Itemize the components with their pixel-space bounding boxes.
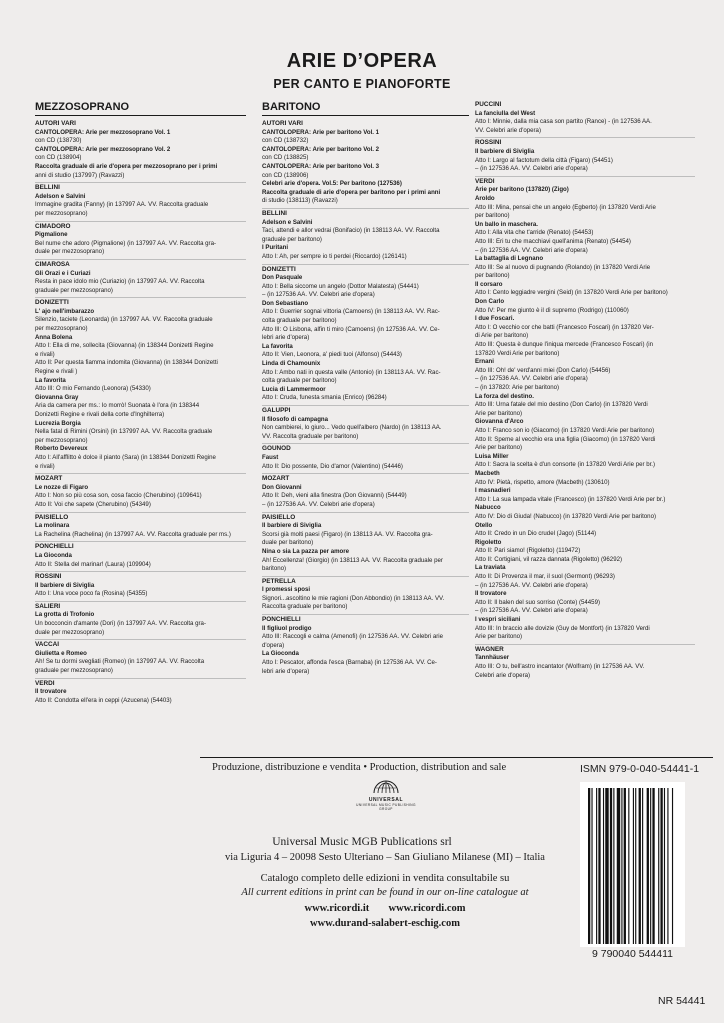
- aria-entry: VV. Raccolta graduale per baritono): [262, 432, 359, 440]
- aria-entry: – (in 127536 AA. VV. Celebri arie d'opera): [262, 291, 375, 299]
- opera-title: Pigmalione: [35, 231, 68, 239]
- aria-entry: Immagine gradita (Fanny) (in 137997 AA. VV. Raccolta graduale: [35, 201, 209, 209]
- composer-name: PETRELLA: [262, 577, 296, 585]
- production-note: Produzione, distribuzione e vendita • Production, distribution and sale: [212, 762, 507, 773]
- composer-section: [35, 572, 246, 602]
- composer-name: PAISIELLO: [262, 513, 296, 521]
- aria-entry: Atto II: Di Provenza il mar, il suol (Germont) (96293): [475, 573, 615, 581]
- opera-title: Adelson e Salvini: [262, 218, 313, 226]
- barcode-bar: [591, 788, 592, 944]
- opera-title: Il barbiere di Siviglia: [475, 147, 535, 155]
- aria-entry: Atto II: Stella del marinar! (Laura) (109904): [35, 560, 151, 568]
- aria-entry: Atto II: Pari siamo! (Rigoletto) (119472): [475, 547, 581, 555]
- opera-title: I vespri siciliani: [475, 616, 521, 624]
- opera-title: I promessi sposi: [262, 586, 311, 594]
- opera-title: Ernani: [475, 358, 494, 366]
- aria-entry: Atto II: Per questa fiamma indomita (Giovanna) (in 138344 Donizetti: [35, 359, 218, 367]
- aria-entry: Atto I: Ella di me, sollecita (Giovanna) (in 138344 Donizetti Regine: [35, 342, 214, 350]
- opera-title: Adelson e Salvini: [35, 192, 86, 200]
- barcode-bar: [598, 788, 600, 944]
- barcode-bar: [652, 788, 654, 944]
- aria-entry: Atto I: Ah, per sempre io ti perdei (Riccardo) (126141): [262, 252, 407, 260]
- opera-title: La Gioconda: [35, 551, 72, 559]
- opera-title: Il filosofo di campagna: [262, 415, 329, 423]
- aria-entry: Raccolta graduale per baritono): [262, 603, 348, 611]
- aria-entry: – (in 127536 AA. VV. Celebri arie d'opera): [475, 607, 588, 615]
- aria-entry: Atto I: Bella siccome un angelo (Dottor Malatesta) (54441): [262, 282, 419, 290]
- barcode-bar: [603, 788, 604, 944]
- composer-section: [262, 406, 469, 444]
- composer-name: VACCAI: [35, 641, 60, 649]
- aria-entry: duale per mezzosoprano): [35, 628, 105, 636]
- composer-section: [35, 222, 246, 260]
- page-subtitle: PER CANTO E PIANOFORTE: [273, 77, 451, 91]
- aria-entry: graduale per mezzosoprano): [35, 667, 113, 675]
- aria-entry: – (in 137820: Arie per baritono): [475, 384, 560, 391]
- aria-entry: VV. Celebri arie d'opera): [475, 126, 541, 134]
- composer-section: [262, 474, 469, 512]
- opera-title: Giovanna Gray: [35, 393, 79, 401]
- aria-entry: Atto III: Mina, pensai che un angelo (Egberto) (in 137820 Verdi Arie: [475, 203, 656, 211]
- aria-entry: per mezzosoprano): [35, 325, 88, 333]
- opera-title: CANTOLOPERA: Arie per baritono Vol. 2: [262, 145, 380, 153]
- aria-entry: – (in 127536 AA. VV. Celebri arie d'opera): [475, 246, 588, 254]
- aria-entry: Ah! Se tu dormi svegliati (Romeo) (in 137997 AA. VV. Raccolta: [35, 658, 205, 666]
- composer-name: GALUPPI: [262, 407, 291, 414]
- composer-name: PONCHIELLI: [262, 616, 301, 624]
- logo-tagline: UNIVERSAL MUSIC PUBLISHING GROUP: [356, 803, 416, 811]
- barcode-number: 9 790040 544411: [592, 948, 673, 960]
- barcode-bar: [650, 788, 651, 944]
- composer-section: [35, 513, 246, 543]
- ismn-code: ISMN 979-0-040-54441-1: [580, 763, 700, 775]
- barcode-bar: [667, 788, 668, 944]
- composer-section: [475, 138, 695, 176]
- footer-divider: [200, 757, 713, 758]
- aria-entry: Atto III: Urna fatale del mio destino (Don Carlo) (in 137820 Verdi: [475, 401, 648, 409]
- aria-entry: baritono): [262, 565, 287, 573]
- opera-title: Faust: [262, 453, 279, 461]
- aria-entry: graduale per baritono): [262, 235, 322, 243]
- opera-title: Nina o sia La pazza per amore: [262, 547, 350, 555]
- opera-title: L' ajo nell'imbarazzo: [35, 307, 95, 315]
- aria-entry: per baritono): [475, 212, 510, 220]
- opera-title: Macbeth: [475, 469, 500, 477]
- opera-title: Don Sebastiano: [262, 299, 309, 307]
- opera-title: Lucia di Lammermoor: [262, 385, 326, 393]
- opera-title: Giulietta e Romeo: [35, 649, 87, 657]
- opera-title: Il trovatore: [475, 590, 507, 598]
- opera-title: Don Carlo: [475, 298, 505, 306]
- opera-title: Anna Bolena: [35, 333, 73, 341]
- opera-title: Il corsaro: [475, 280, 503, 288]
- aria-entry: Ah! Eccellenza! (Giorgio) (in 138113 AA. VV. Raccolta graduale per: [262, 556, 443, 564]
- aria-entry: d'opera): [262, 641, 285, 649]
- composer-section: [262, 513, 469, 577]
- composer-name: DONIZETTI: [35, 299, 69, 307]
- opera-title: La Gioconda: [262, 650, 299, 658]
- aria-entry: con CD (138904): [35, 154, 82, 162]
- link-ricordi-it[interactable]: www.ricordi.it: [304, 903, 370, 914]
- aria-entry: – (in 127536 AA. VV. Celebri arie d'opera): [475, 375, 588, 383]
- barcode-bar: [635, 788, 636, 944]
- aria-entry: Silenzio, taciete (Leonarda) (in 137997 AA. VV. Raccolta graduale: [35, 316, 213, 324]
- aria-entry: e rivali): [35, 350, 55, 358]
- aria-entry: Taci, attendi e allor vedrai (Bonifacio) (in 138113 AA. VV. Raccolta: [262, 227, 440, 235]
- logo-wordmark: UNIVERSAL: [368, 797, 404, 803]
- aria-entry: lebri arie d'opera): [262, 334, 310, 342]
- opera-title: La grotta di Trofonio: [35, 611, 95, 619]
- composer-name: VERDI: [475, 177, 495, 185]
- opera-title: La fanciulla del West: [475, 109, 536, 117]
- aria-entry: per mezzosoprano): [35, 209, 88, 217]
- aria-entry: Arie per baritono): [475, 633, 523, 641]
- barcode-bar: [613, 788, 614, 944]
- composer-name: SALIERI: [35, 602, 61, 610]
- aria-entry: Atto III: Se al nuovo di pugnando (Rolando) (in 137820 Verdi Arie: [475, 263, 651, 271]
- aria-entry: Atto III: Oh! de' verd'anni miei (Don Carlo) (54456): [475, 366, 611, 374]
- composer-name: PUCCINI: [475, 101, 502, 108]
- aria-entry: Scorsi già molti paesi (Figaro) (in 138113 AA. VV. Raccolta gra-: [262, 530, 433, 538]
- aria-entry: Atto III: O mio Fernando (Leonora) (54330): [35, 385, 151, 393]
- aria-entry: con CD (138730): [35, 137, 82, 145]
- barcode-bar: [658, 788, 659, 944]
- opera-title: Roberto Devereux: [35, 445, 88, 453]
- opera-title: La favorita: [35, 376, 66, 384]
- opera-title: Tannhäuser: [475, 654, 510, 662]
- composer-name: CIMAROSA: [35, 260, 70, 268]
- opera-title: La favorita: [262, 342, 293, 350]
- barcode-bar: [639, 788, 641, 944]
- aria-entry: Atto I: Guerrier sognai vittoria (Camoens) (in 138113 AA. VV. Rac-: [262, 308, 440, 316]
- aria-entry: Arie per baritono): [475, 409, 523, 417]
- opera-title: Don Pasquale: [262, 274, 303, 282]
- aria-entry: con CD (138825): [262, 154, 309, 162]
- composer-name: ROSSINI: [475, 139, 502, 147]
- aria-entry: Atto I: Non so più cosa son, cosa faccio (Cherubino) (109641): [35, 492, 202, 500]
- aria-entry: Atto I: Sacra la scelta è d'un consorte (in 137820 Verdi Arie per br.): [475, 461, 656, 469]
- composer-section: [35, 298, 246, 474]
- barcode: [580, 782, 685, 947]
- aria-entry: Atto I: La sua lampada vitale (Francesco) (in 137820 Verdi Arie per br.): [475, 495, 666, 503]
- aria-entry: Non cambierei, lo giuro... Vedo quell'albero (Nardo) (in 138113 AA.: [262, 424, 442, 432]
- opera-title: CANTOLOPERA: Arie per baritono Vol. 3: [262, 162, 380, 170]
- composer-name: PAISIELLO: [35, 513, 69, 521]
- aria-entry: Atto II: Deh, vieni alla finestra (Don Giovanni) (54449): [262, 492, 407, 500]
- opera-title: Il barbiere di Siviglia: [262, 522, 322, 530]
- aria-entry: Atto IV: Per me giunto è il dì supremo (Rodrigo) (110060): [475, 306, 629, 314]
- composer-section: [35, 260, 246, 298]
- composer-name: PONCHIELLI: [35, 543, 74, 551]
- opera-title: La battaglia di Legnano: [475, 255, 544, 263]
- catalogue-number: NR 54441: [658, 995, 706, 1007]
- opera-title: Linda di Chamounix: [262, 360, 321, 368]
- aria-entry: e rivali): [35, 462, 55, 470]
- opera-title: CANTOLOPERA: Arie per mezzosoprano Vol. 1: [35, 128, 171, 136]
- barcode-bar: [647, 788, 649, 944]
- aria-entry: Atto I: Cruda, funesta smania (Enrico) (96284): [262, 394, 387, 402]
- aria-entry: Atto I: Pescator, affonda l'esca (Barnaba) (in 127536 AA. VV. Ce-: [262, 659, 437, 667]
- composer-section: [475, 100, 695, 138]
- opera-title: CANTOLOPERA: Arie per mezzosoprano Vol. 2: [35, 145, 171, 153]
- barcode-bar: [624, 788, 626, 944]
- aria-entry: Atto I: Ambo nati in questa valle (Antonio) (in 138113 AA. VV. Rac-: [262, 368, 441, 376]
- composer-name: BELLINI: [35, 184, 60, 192]
- publisher-name: Universal Music MGB Publications srl: [272, 836, 452, 848]
- aria-entry: – (in 127536 AA. VV. Celebri arie d'opera): [475, 581, 588, 589]
- opera-title: CANTOLOPERA: Arie per baritono Vol. 1: [262, 128, 380, 136]
- composer-name: WAGNER: [475, 645, 504, 653]
- aria-entry: duale per mezzosoprano): [35, 248, 105, 256]
- composer-name: BELLINI: [262, 209, 287, 217]
- column-heading: MEZZOSOPRANO: [35, 100, 246, 116]
- barcode-bar: [621, 788, 622, 944]
- column-baritono: [262, 100, 469, 678]
- aria-entry: Atto II: Dio possente, Dio d'amor (Valentino) (54446): [262, 462, 403, 470]
- barcode-bar: [596, 788, 597, 944]
- aria-entry: colta graduale per baritono): [262, 317, 337, 325]
- aria-entry: Atto I: O vecchio cor che batti (Francesco Foscari) (in 137820 Ver-: [475, 323, 654, 331]
- aria-entry: Atto I: Una voce poco fa (Rosina) (54355): [35, 590, 148, 598]
- composer-name: VERDI: [35, 679, 55, 687]
- column-mezzosoprano: [35, 100, 246, 707]
- opera-title: I masnadieri: [475, 487, 511, 495]
- aria-entry: con CD (138732): [262, 137, 309, 145]
- aria-entry: per baritono): [475, 272, 510, 280]
- aria-entry: Atto II: Il balen del suo sorriso (Conte) (54459): [475, 598, 600, 606]
- opera-title: Otello: [475, 521, 493, 529]
- publisher-address: via Liguria 4 – 20098 Sesto Ulteriano – San Giuliano Milanese (MI) – Italia: [225, 852, 545, 863]
- opera-title: Don Giovanni: [262, 483, 302, 491]
- aria-entry: Atto IV: Dio di Giuda! (Nabucco) (in 137820 Verdi Arie per baritono): [475, 512, 656, 520]
- aria-entry: Donizetti Regine e rivali della corte d'Inghilterra): [35, 411, 165, 418]
- opera-title: Raccolta graduale di arie d'opera per mezzosoprano per i primi: [35, 162, 218, 170]
- aria-entry: Atto III: Eri tu che macchiavi quell'anima (Renato) (54454): [475, 237, 631, 245]
- opera-title: Gli Orazi e i Curiazi: [35, 269, 91, 277]
- aria-entry: di Arie per baritono): [475, 332, 529, 340]
- opera-title: Raccolta graduale di arie d'opera per baritono per i primi anni: [262, 188, 441, 196]
- composer-section: [262, 577, 469, 615]
- aria-entry: Atto I: All'afflitto è dolce il pianto (Sara) (in 138344 Donizetti Regine: [35, 453, 216, 461]
- aria-entry: anni di studio (137997) (Ravazzi): [35, 171, 125, 179]
- aria-entry: Atto II: Speme al vecchio era una figlia (Giacomo) (in 137820 Verdi: [475, 435, 656, 443]
- opera-title: Aroldo: [475, 194, 495, 202]
- aria-entry: Atto IV: Pietà, rispetto, amore (Macbeth) (130610): [475, 478, 610, 486]
- aria-entry: – (in 127536 AA. VV. Celebri arie d'opera): [475, 165, 588, 173]
- opera-title: Il trovatore: [35, 688, 67, 696]
- barcode-bar: [628, 788, 629, 944]
- aria-entry: Atto II: Cortigiani, vil razza dannata (Rigoletto) (96292): [475, 555, 622, 563]
- barcode-bar: [617, 788, 620, 944]
- opera-title: Celebri arie d'opera. Vol.5: Per baritono (127536): [262, 180, 402, 188]
- aria-entry: Atto II: Condotta ell'era in ceppi (Azucena) (54403): [35, 696, 172, 704]
- universal-logo: [356, 777, 416, 811]
- aria-entry: Celebri arie d'opera): [475, 671, 531, 679]
- composer-name: ROSSINI: [35, 573, 62, 581]
- composer-section: [262, 615, 469, 678]
- barcode-bar: [642, 788, 643, 944]
- barcode-bar: [588, 788, 590, 944]
- column-heading: BARITONO: [262, 100, 469, 116]
- composer-section: [475, 645, 695, 682]
- aria-entry: Atto II: Credo in un Dio crudel (Jago) (51144): [475, 530, 597, 538]
- composer-section: [35, 542, 246, 572]
- aria-entry: La Rachelina (Rachelina) (in 137997 AA. VV. Raccolta graduale per ms.): [35, 530, 231, 538]
- opera-title: I due Foscari.: [475, 315, 515, 323]
- catalogue-note-it: Catalogo completo delle edizioni in vendita consultabile su: [260, 873, 510, 884]
- composer-section: [35, 679, 246, 708]
- aria-entry: Atto III: In braccio alle dovizie (Guy de Montfort) (in 137820 Verdi: [475, 624, 650, 632]
- barcode-bar: [664, 788, 665, 944]
- page-title: ARIE D’OPERA: [286, 50, 438, 72]
- aria-entry: Resta in pace idolo mio (Curiazio) (in 137997 AA. VV. Raccolta: [35, 278, 205, 286]
- opera-title: La traviata: [475, 564, 506, 572]
- opera-title: Il figliuol prodigo: [262, 624, 312, 632]
- opera-title: Il barbiere di Siviglia: [35, 581, 95, 589]
- aria-entry: Atto I: Alla vita che t'arride (Renato) (54453): [475, 229, 594, 237]
- opera-title: La molinara: [35, 522, 70, 530]
- barcode-bar: [610, 788, 612, 944]
- aria-entry: duale per baritono): [262, 539, 314, 547]
- aria-entry: Atto III: Questa è dunque l'iniqua mercede (Francesco Foscari) (in: [475, 341, 653, 349]
- aria-entry: 137820 Verdi Arie per baritono): [475, 349, 560, 357]
- composer-name: MOZART: [262, 475, 290, 483]
- aria-entry: Arie per baritono): [475, 444, 523, 452]
- aria-entry: Nella fatal di Rimini (Orsini) (in 137997 AA. VV. Raccolta graduale: [35, 428, 213, 436]
- barcode-bar: [605, 788, 608, 944]
- aria-entry: Regine e rivali ): [35, 368, 78, 376]
- opera-title: Le nozze di Figaro: [35, 483, 89, 491]
- barcode-bar: [672, 788, 673, 944]
- composer-section: [262, 444, 469, 474]
- composer-name: AUTORI VARI: [262, 120, 303, 127]
- composer-name: MOZART: [35, 475, 63, 483]
- composer-section: [262, 209, 469, 265]
- aria-entry: Atto I: Franco son io (Giacomo) (in 137820 Verdi Arie per baritono): [475, 426, 655, 434]
- composer-name: AUTORI VARI: [35, 120, 76, 127]
- aria-entry: Un bocconcin d'amante (Dori) (in 137997 AA. VV. Raccolta gra-: [35, 620, 206, 628]
- aria-entry: Bel nume che adoro (Pigmalione) (in 137997 AA. VV. Raccolta gra-: [35, 239, 216, 247]
- globe-icon: [372, 777, 400, 797]
- aria-entry: – (in 127536 AA. VV. Celebri arie d'opera): [262, 500, 375, 508]
- aria-entry: Atto III: O tu, bell'astro incantator (Wolfram) (in 127536 AA. VV.: [475, 663, 645, 670]
- composer-section: [35, 183, 246, 221]
- aria-entry: per mezzosoprano): [35, 436, 88, 444]
- opera-title: I Puritani: [262, 244, 289, 252]
- website-links: [200, 903, 570, 914]
- aria-entry: Atto I: Largo al factotum della città (Figaro) (54451): [475, 156, 613, 164]
- column-baritono-continued: [475, 100, 695, 682]
- aria-entry: graduale per mezzosoprano): [35, 286, 113, 294]
- aria-entry: Atto II: Vien, Leonora, a' piedi tuoi (Alfonso) (54443): [262, 351, 402, 359]
- composer-section: [35, 602, 246, 640]
- aria-entry: Atto III: O Lisbona, alfin ti miro (Camoens) (in 127536 AA. VV. Ce-: [262, 325, 440, 333]
- composer-section: [35, 640, 246, 678]
- link-durand[interactable]: www.durand-salabert-eschig.com: [310, 918, 460, 929]
- composer-section: [262, 119, 469, 209]
- composer-name: GOUNOD: [262, 445, 291, 453]
- opera-title: La forza del destino.: [475, 392, 534, 400]
- opera-title: Rigoletto: [475, 538, 502, 546]
- aria-entry: Atto II: Voi che sapete (Cherubino) (54349): [35, 500, 151, 508]
- aria-entry: Atto I: Cento leggiadre vergini (Seid) (in 137820 Verdi Arie per baritono): [475, 289, 668, 297]
- composer-name: DONIZETTI: [262, 265, 296, 273]
- opera-title: Lucrezia Borgia: [35, 419, 81, 427]
- catalogue-note-en: All current editions in print can be found in our on-line catalogue at: [241, 887, 529, 898]
- opera-title: Nabucco: [475, 504, 501, 512]
- link-ricordi-com[interactable]: www.ricordi.com: [388, 903, 466, 914]
- aria-entry: con CD (138906): [262, 171, 309, 179]
- aria-entry: Atto III: Raccogli e calma (Amenofi) (in 127536 AA. VV. Celebri arie: [262, 633, 443, 641]
- composer-name: CIMADORO: [35, 222, 71, 230]
- barcode-bar: [660, 788, 662, 944]
- composer-section: [262, 265, 469, 407]
- opera-title: Luisa Miller: [475, 452, 509, 460]
- composer-section: [475, 177, 695, 645]
- barcode-bar: [633, 788, 634, 944]
- composer-section: [35, 474, 246, 512]
- aria-entry: colta graduale per baritono): [262, 377, 337, 385]
- aria-entry: di studio (138113) (Ravazzi): [262, 197, 338, 205]
- composer-section: [35, 119, 246, 183]
- opera-title: Arie per baritono (137820) (Zigo): [475, 186, 569, 194]
- opera-title: Giovanna d'Arco: [475, 418, 524, 426]
- aria-entry: Aria da camera per ms.: Io morrò! Suonata è l'ora (in 138344: [35, 402, 200, 410]
- aria-entry: Atto I: Minnie, dalla mia casa son partito (Rance) - (in 127536 AA.: [475, 118, 652, 126]
- opera-title: Un ballo in maschera.: [475, 220, 538, 228]
- aria-entry: Signori...ascoltino le mie ragioni (Don Abbondio) (in 138113 AA. VV.: [262, 594, 445, 602]
- aria-entry: lebri arie d'opera): [262, 667, 310, 675]
